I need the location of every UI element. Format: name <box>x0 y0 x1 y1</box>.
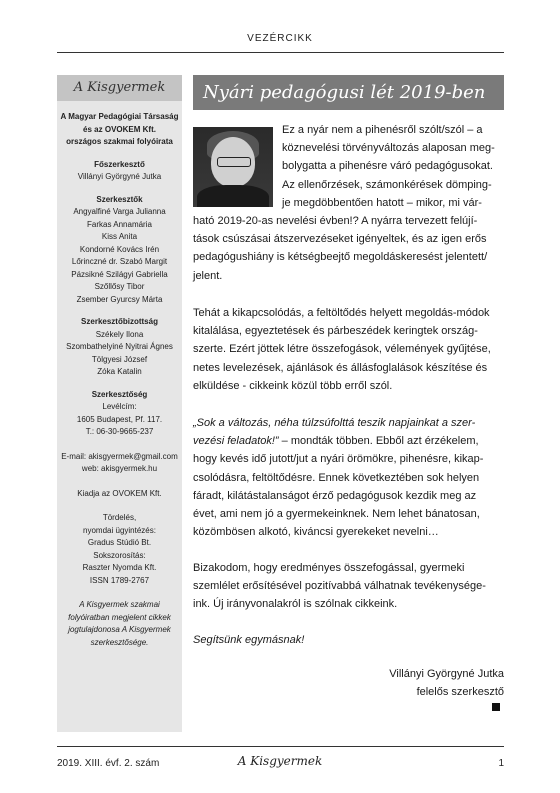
text-line: netes levelezések, ajánlások és állásfoglalások készítése és <box>193 361 488 374</box>
signature <box>300 665 504 701</box>
text-line: je megdöbbentően hatott – mikor, mi vár- <box>282 196 482 209</box>
signature-role: felelős szerkesztő <box>416 686 504 698</box>
text-line: jelent. <box>193 269 223 282</box>
text-line: elküldése - cikkeink közül több erről szól. <box>193 379 393 392</box>
text-line: közömbösen alkotó, kiváncsi gyerekeket nevelni… <box>193 526 439 539</box>
text-line: kitalálása, egyeztetések és párbeszédek keringtek ország- <box>193 325 478 338</box>
print-line: Gradus Stúdió Bt. <box>87 538 152 547</box>
copyright-line: jogtulajdonosa A Kisgyermek <box>68 625 171 634</box>
paragraph-2 <box>193 304 504 395</box>
section-header: VEZÉRCIKK <box>247 33 313 44</box>
end-mark <box>492 703 500 711</box>
text-line: évet, ami nem jó a gyermekeinknek. Nem lehet bánatosan, <box>193 508 480 521</box>
footer-rule <box>57 746 504 747</box>
article-title: Nyári pedagógusi lét 2019-ben <box>193 75 504 110</box>
chief-editor: Villányi Györgyné Jutka <box>77 172 162 181</box>
closing-line: Segítsünk egymásnak! <box>193 634 305 646</box>
office-line: Levélcím: <box>102 402 137 411</box>
text-line <box>193 432 504 450</box>
author-photo <box>193 127 273 207</box>
board-member: Székely Ilona <box>95 329 144 339</box>
editors-title: Szerkesztők <box>96 194 143 204</box>
editor: Lőrinczné dr. Szabó Margit <box>71 257 168 266</box>
office-title: Szerkesztőség <box>91 389 148 399</box>
print-line: Raszter Nyomda Kft. <box>82 563 157 572</box>
text-line: köznevelési törvényváltozás alaposan meg- <box>282 142 495 155</box>
issue-info: 2019. XIII. évf. 2. szám <box>57 758 160 769</box>
office-line: T.: 06-30-9665-237 <box>85 427 154 436</box>
page-number: 1 <box>498 758 504 769</box>
text-line: szemlélet erősítésével pozitívabbá válhatnak tevékenysége- <box>193 580 486 593</box>
text-line: ink. Új irányvonalakról is szólnak cikkeink. <box>193 598 398 611</box>
editor: Pázsikné Szilágyi Gabriella <box>71 269 168 279</box>
editor: Szőllősy Tibor <box>94 282 145 291</box>
editor: Zsember Gyurcsy Márta <box>76 294 163 304</box>
board-member: Szombathelyiné Nyitrai Ágnes <box>66 342 173 351</box>
editor: Angyalfiné Varga Julianna <box>73 207 166 216</box>
print-line: Tördelés, <box>102 513 137 522</box>
text-line: szerte. Ezért jöttek létre összefogások, vélemények gyűjtése, <box>193 343 491 356</box>
text-line: pedagógushiány is kétségbeejtő megoldáskeresést jelentett/ <box>193 251 488 264</box>
masthead-sidebar <box>57 75 182 732</box>
copyright-line: folyóiratban megjelent cikkek <box>68 612 171 622</box>
chief-editor-title: Főszerkesztő <box>94 159 145 169</box>
text-line: hogy kevés idő jutott/jut a nyári örömökre, pihenésre, kikap- <box>193 453 484 466</box>
board-title: Szerkesztőbizottság <box>81 317 158 326</box>
text-line: Bizakodom, hogy eredményes összefogással, gyermeki <box>193 562 465 574</box>
paragraph-intro <box>282 121 504 212</box>
sidebar-brand: A Kisgyermek <box>57 75 182 101</box>
print-line: Sokszorosítás: <box>93 550 146 560</box>
quote-line <box>193 414 504 432</box>
text-line: tások csúszásai átszervezéseket igényeltek, és az igen erős <box>193 233 487 246</box>
quote-text: vezési feladatok!” <box>193 435 279 448</box>
paragraph-4 <box>193 559 504 614</box>
print-line: nyomdai ügyintézés: <box>83 525 156 535</box>
editor: Kiss Anita <box>101 232 138 241</box>
board-member: Zóka Katalin <box>97 367 142 376</box>
office-line: 1605 Budapest, Pf. 117. <box>76 414 163 424</box>
text-line: ható 2019-20-as nevelési évben!? A nyárra tervezett felújí- <box>193 215 478 227</box>
publisher-line: országos szakmai folyóirata <box>66 137 173 146</box>
publisher-line: A Magyar Pedagógiai Társaság <box>60 112 179 121</box>
contact-email: E-mail: akisgyermek@gmail.com <box>61 451 178 461</box>
signature-name: Villányi Györgyné Jutka <box>389 668 504 680</box>
text-line: Az ellenőrzések, számonkérések dömping- <box>282 178 492 191</box>
quote-attribution: – mondták többen. Ebből azt érzékelem, <box>278 435 479 448</box>
text-line: csolódásra, feltöltődésre. Ennek következtében sok helyen <box>193 471 480 484</box>
masthead-content <box>57 111 182 649</box>
publisher-line: és az OVOKEM Kft. <box>83 124 156 134</box>
issuer: Kiadja az OVOKEM Kft. <box>77 488 162 498</box>
copyright-line: szerkesztősége. <box>90 637 149 647</box>
text-line: Tehát a kikapcsolódás, a feltöltődés helyett megoldás-módok <box>193 307 490 319</box>
paragraph-intro-cont <box>193 212 504 285</box>
board-member: Tölgyesi József <box>91 354 148 364</box>
quote-text: „Sok a változás, néha túlzsúfolttá teszik napjainkat a szer- <box>193 417 476 429</box>
editor: Farkas Annamária <box>87 219 152 229</box>
footer-brand: A Kisgyermek <box>237 754 323 768</box>
contact-web: web: akisgyermek.hu <box>81 464 158 473</box>
print-line: ISSN 1789-2767 <box>89 575 150 585</box>
text-line: Ez a nyár nem a pihenésről szólt/szól – a <box>282 124 483 136</box>
text-line: bolygatta a pihenésre váró pedagógusokat. <box>282 160 493 173</box>
text-line: fáradt, kilátástalanságot érző pedagógusok kezdik meg az <box>193 489 477 502</box>
header-rule <box>57 52 504 53</box>
copyright-line: A Kisgyermek szakmai <box>79 600 160 609</box>
editor: Kondorné Kovács Irén <box>79 244 160 254</box>
paragraph-3 <box>193 414 504 541</box>
